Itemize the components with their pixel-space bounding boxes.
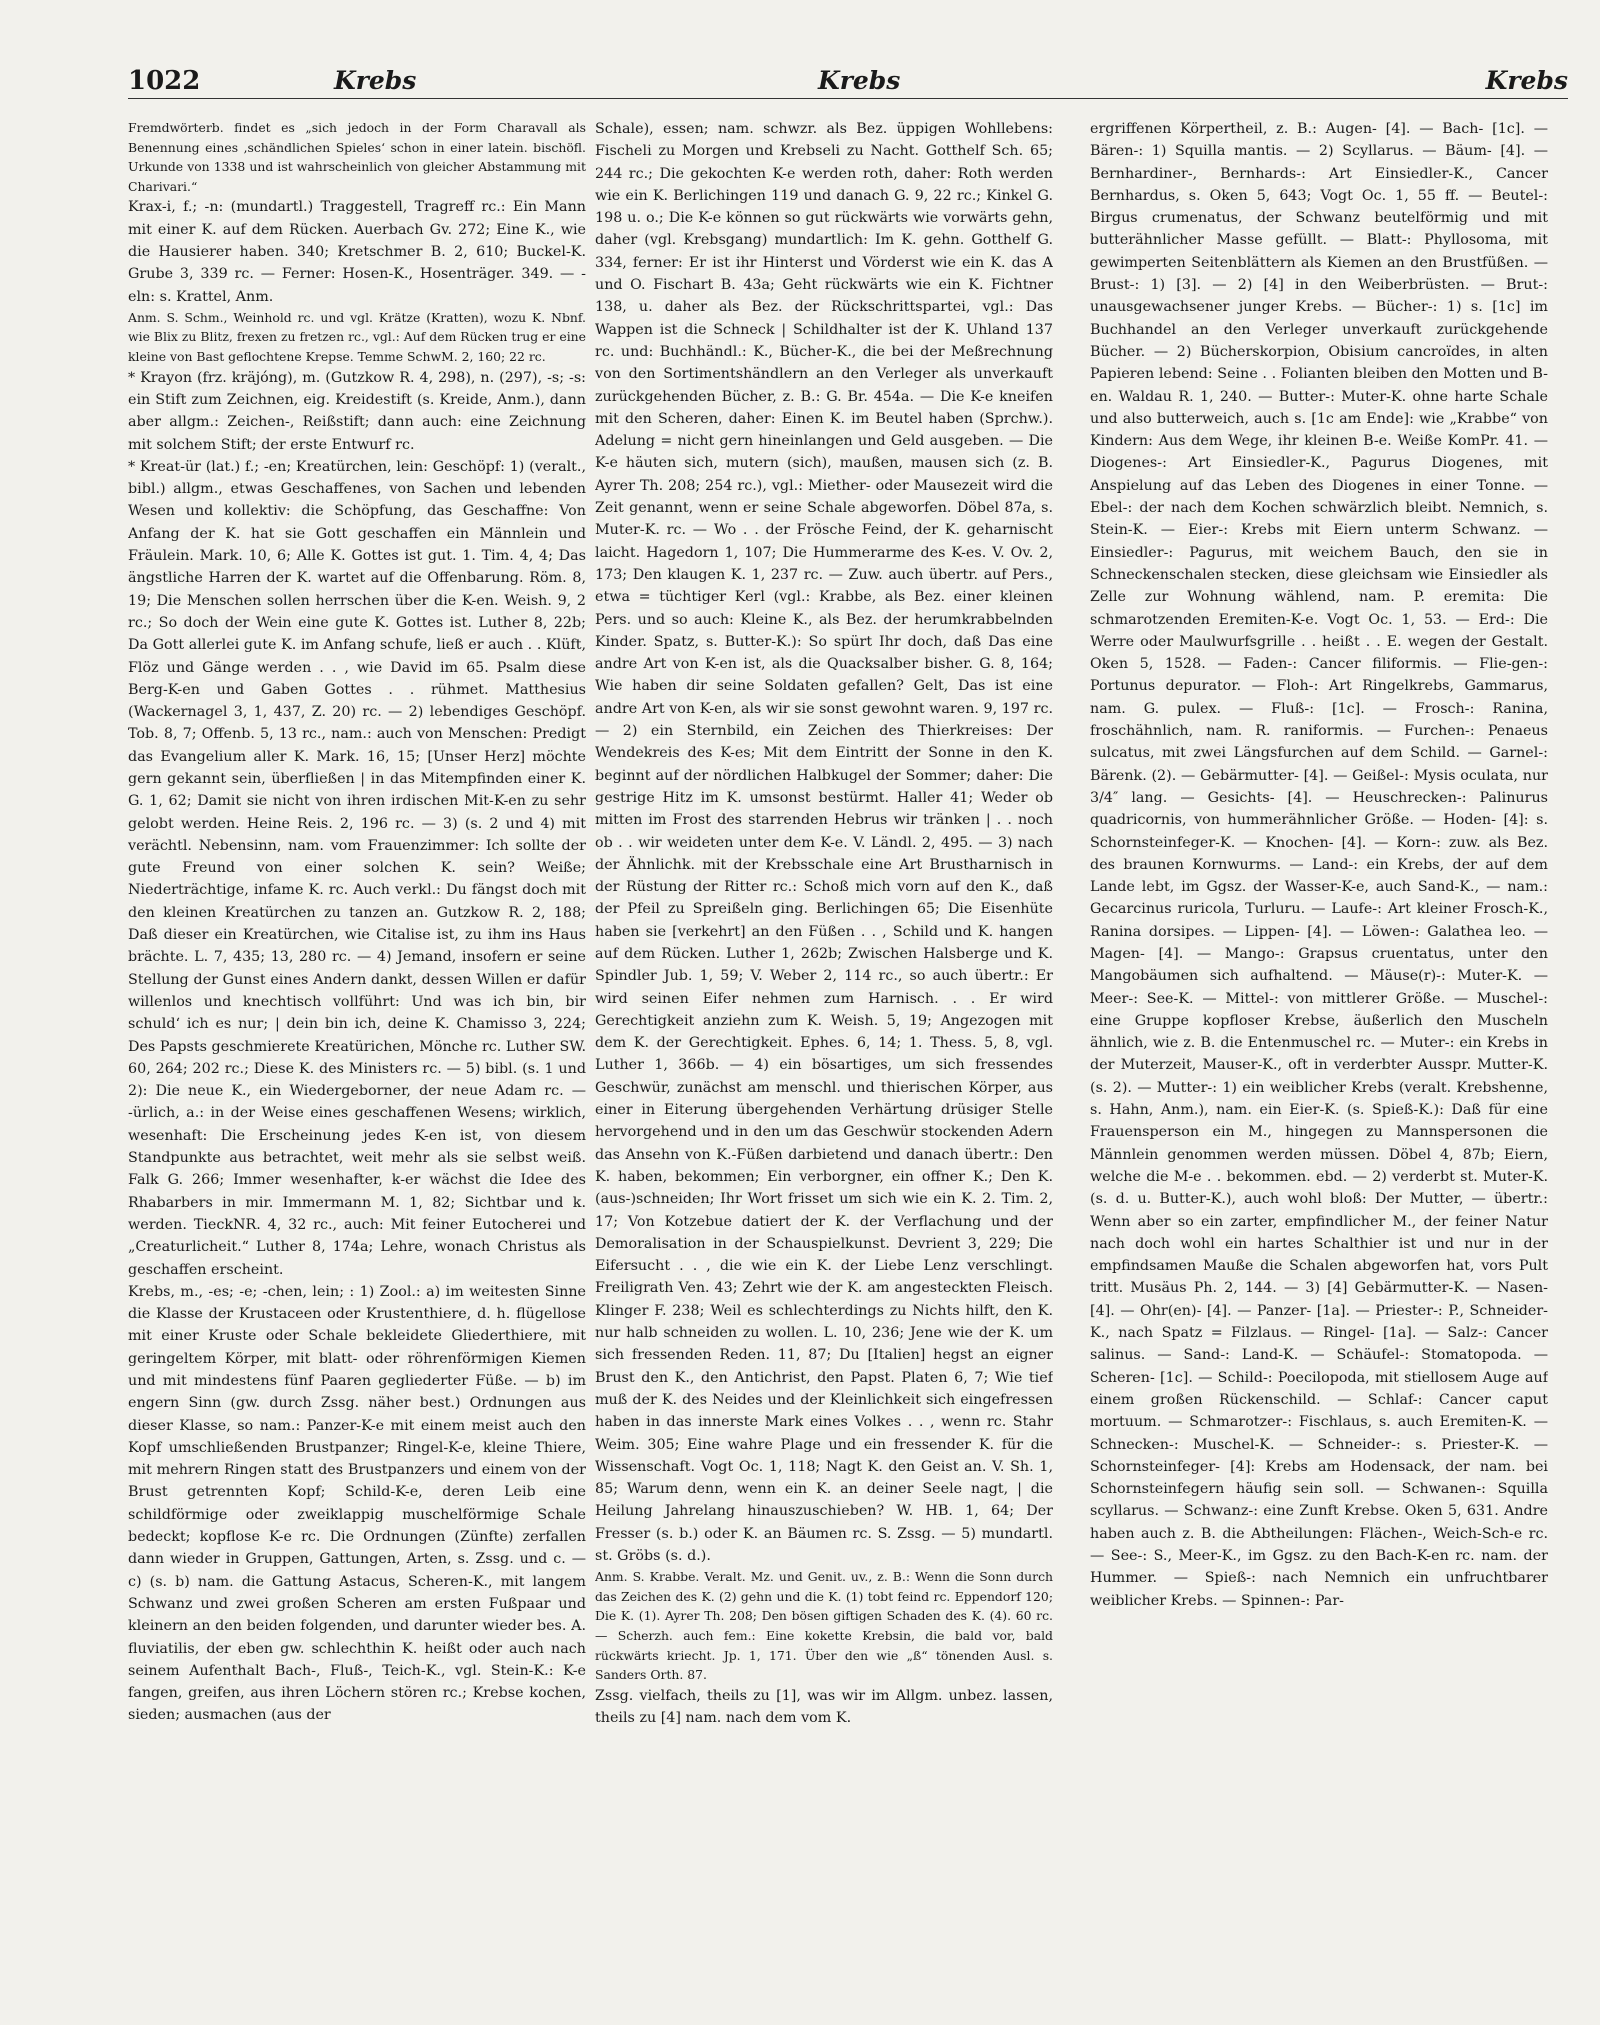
- running-header: [128, 62, 1568, 99]
- page-number: 1022: [128, 66, 201, 96]
- entry-paragraph: Anm. S. Schm., Weinhold rc. und vgl. Krätze (Kratten), wozu K. Nbnf. wie Blix zu Blitz, frexen zu fretzen rc., vgl.: Auf dem Rücken trug er eine kleine von Bast geflochtene Krepse. Temme SchwM. 2, 160; 22 rc.: [128, 309, 586, 365]
- entry-paragraph: ergriffenen Körpertheil, z. B.: Augen- [4]. — Bach- [1c]. — Bären-: 1) Squilla mantis. — 2) Scyllarus. — Bäum- [4]. — Bernhardiner-, Bernhards-: Art Einsiedler-K., Cancer Bernhardus, s. Oken 5, 643; Vogt Oc. 1, 55 ff. — Beutel-: Birgus crumenatus, der Schwanz beutelförmig und mit butterähnlicher Masse gefüllt. — Blatt-: Phyllosoma, mit gewimperten Seitenblättern als Kiemen an den Brustfüßen. — Brust-: 1) [3]. — 2) [4] in den Weiberbrüsten. — Brut-: unausgewachsener junger Krebs. — Bücher-: 1) s. [1c] im Buchhandel an den Verleger unverkauft zurückgehende Bücher. — 2) Bücherskorpion, Obisium cancroïdes, in alten Papieren lebend: Seine . . Folianten bleiben den Motten und B-en. Waldau R. 1, 240. — Butter-: Muter-K. ohne harte Schale und also butterweich, auch s. [1c am Ende]: wie „Krabbe“ von Kindern: Aus dem Wege, ihr kleinen B-e. Weiße KomPr. 41. — Diogenes-: Art Einsiedler-K., Pagurus Diogenes, mit Anspielung auf das Leben des Diogenes in einer Tonne. — Ebel-: der nach dem Kochen schwärzlich bleibt. Nemnich, s. Stein-K. — Eier-: Krebs mit Eiern unterm Schwanz. — Einsiedler-: Pagurus, mit weichem Bauch, den sie in Schneckenschalen stecken, diese gleichsam wie Einsiedler als Zelle zur Wohnung wählend, nam. P. eremita: Die schmarotzenden Eremiten-K-e. Vogt Oc. 1, 53. — Erd-: Die Werre oder Maulwurfsgrille . . heißt . . E. wegen der Gestalt. Oken 5, 1528. — Faden-: Cancer filiformis. — Flie-gen-: Portunus depurator. — Floh-: Art Ringelkrebs, Gammarus, nam. G. pulex. — Fluß-: [1c]. — Frosch-: Ranina, froschähnlich, nam. R. raniformis. — Furchen-: Penaeus sulcatus, mit zwei Längsfurchen auf dem Schild. — Garnel-: Bärenk. (2). — Gebärmutter- [4]. — Geißel-: Mysis oculata, nur 3/4″ lang. — Gesichts- [4]. — Heuschrecken-: Palinurus quadricornis, von hummerähnlicher Größe. — Hoden- [4]: s. Schornsteinfeger-K. — Knochen- [4]. — Korn-: zuw. als Bez. des braunen Kornwurms. — Land-: ein Krebs, der auf dem Lande lebt, im Ggsz. der Wasser-K-e, auch Sand-K., — nam.: Gecarcinus ruricola, Turluru. — Laufe-: Art kleiner Frosch-K., Ranina dorsipes. — Lippen- [4]. — Löwen-: Galathea leo. — Magen- [4]. — Mango-: Grapsus cruentatus, unter den Mangobäumen sich aufhaltend. — Mäuse(r)-: Muter-K. — Meer-: See-K. — Mittel-: von mittlerer Größe. — Muschel-: eine Gruppe kopfloser Krebse, äußerlich den Muscheln ähnlich, wie z. B. die Entenmuschel rc. — Muter-: ein Krebs in der Muterzeit, Mauser-K., oft in verderbter Ausspr. Mutter-K. (s. 2). — Mutter-: 1) ein weiblicher Krebs (veralt. Krebshenne, s. Hahn, Anm.), nam. ein Eier-K. (s. Spieß-K.): Daß für eine Frauensperson ein M., hingegen zu Mannspersonen die Männlein genommen werden müssen. Döbel 4, 87b; Eiern, welche die M-e . . bekommen. ebd. — 2) verderbt st. Muter-K. (s. d. u. Butter-K.), auch wohl bloß: Der Mutter, — übertr.: Wenn aber so ein zarter, empfindlicher M., der feiner Natur nach doch wohl ein hartes Schalthier ist und nur in der empfindsamen Mauße die Schalen abgeworfen hat, vors Pult tritt. Musäus Ph. 2, 144. — 3) [4] Gebärmutter-K. — Nasen- [4]. — Ohr(en)- [4]. — Panzer- [1a]. — Priester-: P., Schneider-K., nach Spatz = Filzlaus. — Ringel- [1a]. — Salz-: Cancer salinus. — Sand-: Land-K. — Schäufel-: Stomatopoda. — Scheren- [1c]. — Schild-: Poecilopoda, mit stiellosem Auge auf einem großen Rückenschild. — Schlaf-: Cancer caput mortuum. — Schmarotzer-: Fischlaus, s. auch Eremiten-K. — Schnecken-: Muschel-K. — Schneider-: s. Priester-K. — Schornsteinfeger- [4]: Krebs am Hodensack, der nam. bei Schornsteinfegern häufig sein soll. — Schwanen-: Squilla scyllarus. — Schwanz-: eine Zunft Krebse. Oken 5, 631. Andre haben auch z. B. die Abtheilungen: Flächen-, Weich-Sch-e rc. — See-: S., Meer-K., im Ggsz. zu den Bach-K-en rc. nam. der Hummer. — Spieß-: nach Nemnich ein unfruchtbarer weiblicher Krebs. — Spinnen-: Par-: [1090, 121, 1548, 1609]
- entry-paragraph: * Krayon (frz. kräjóng), m. (Gutzkow R. 4, 298), n. (297), -s; -s: ein Stift zum Zeichnen, eig. Kreidestift (s. Kreide, Anm.), dann aber allgm.: Zeichen-, Reißstift; dann auch: eine Zeichnung mit solchem Stift; der erste Entwurf rc.: [128, 369, 586, 453]
- entry-paragraph: Fremdwörterb. findet es „sich jedoch in der Form Charavall als Benennung eines ‚schändlichen Spieles‘ schon in einer latein. bischöfl. Urkunde von 1338 und ist wahrscheinlich von gleicher Abstammung mit Charivari.“: [128, 120, 586, 194]
- column-1: [128, 118, 586, 1998]
- entry-paragraph: * Kreat-ür (lat.) f.; -en; Kreatürchen, lein: Geschöpf: 1) (veralt., bibl.) allgm., etwas Geschaffenes, von Sachen und lebenden Wesen und kollektiv: die Schöpfung, das Geschaffne: Von Anfang der K. hat sie Gott geschaffen ein Männlein und Fräulein. Mark. 10, 6; Alle K. Gottes ist gut. 1. Tim. 4, 4; Das ängstliche Harren der K. wartet auf die Offenbarung. Röm. 8, 19; Die Menschen sollen herrschen über die K-en. Weish. 9, 2 rc.; So doch der Wein eine gute K. Gottes ist. Luther 8, 22b; Da Gott allerlei gute K. im Anfang schufe, ließ er auch . . Klüft, Flöz und Gänge werden . . , wie David im 65. Psalm diese Berg-K-en und Gaben Gottes . . rühmet. Matthesius (Wackernagel 3, 1, 437, Z. 20) rc. — 2) lebendiges Geschöpf. Tob. 8, 7; Offenb. 5, 13 rc., nam.: auch von Menschen: Predigt das Evangelium aller K. Mark. 16, 15; [Unser Herz] möchte gern gekannt sein, überfließen | in das Mitempfinden einer K. G. 1, 62; Damit sie nicht von ihren irdischen Mit-K-en zu sehr gelobt werden. Heine Reis. 2, 196 rc. — 3) (s. 2 und 4) mit verächtl. Nebensinn, nam. vom Frauenzimmer: Ich sollte der gute Freund von einer solchen K. sein? Weiße; Niederträchtige, infame K. rc. Auch verkl.: Du fängst doch mit den kleinen Kreatürchen zu tanzen an. Gutzkow R. 2, 188; Daß dieser ein Kreatürchen, wie Citalise ist, zu ihm ins Haus brächte. L. 7, 435; 13, 280 rc. — 4) Jemand, insofern er seine Stellung der Gunst eines Andern dankt, dessen Willen er dafür willenlos und knechtisch vollführt: Und was ich bin, bir schuld‘ ich es nur; | dein bin ich, deine K. Chamisso 3, 224; Des Papsts geschmierete Kreatürichen, Mönche rc. Luther SW. 60, 264; 202 rc.; Diese K. des Ministers rc. — 5) bibl. (s. 1 und 2): Die neue K., ein Wiedergeborner, der neue Adam rc. — -ürlich, a.: in der Weise eines geschaffenen Wesens; wirklich, wesenhaft: Die Erscheinung jedes K-en ist, von diesem Standpunkte aus betrachtet, weit mehr als sie selbst weiß. Falk G. 266; Immer wesenhafter, k-er wächst die Idee des Rhabarbers in mir. Immermann M. 1, 82; Sichtbar und k. werden. TieckNR. 4, 32 rc., auch: Mit feiner Eutocherei und „Creaturlicheit.“ Luther 8, 174a; Lehre, wonach Christus als geschaffen erscheint.: [128, 458, 586, 1278]
- running-head-right: Krebs: [1485, 66, 1568, 95]
- column-2: [595, 118, 1053, 1998]
- entry-paragraph: Anm. S. Krabbe. Veralt. Mz. und Genit. uv., z. B.: Wenn die Sonn durch das Zeichen des K. (2) gehn und die K. (1) tobt feind rc. Eppendorf 120; Die K. (1). Ayrer Th. 208; Den bösen giftigen Schaden des K. (4). 60 rc. — Scherzh. auch fem.: Eine kokette Krebsin, die bald vor, bald rückwärts kriecht. Jp. 1, 171. Über den wie „ß“ tönenden Ausl. s. Sanders Orth. 87.: [595, 1569, 1053, 1683]
- entry-paragraph: Schale), essen; nam. schwzr. als Bez. üppigen Wohllebens: Fischeli zu Morgen und Krebseli zu Nacht. Gotthelf Sch. 65; 244 rc.; Die gekochten K-e werden roth, daher: Roth werden wie ein K. Berlichingen 119 und danach G. 9, 22 rc.; Kinkel G. 198 u. o.; Die K-e können so gut rückwärts wie vorwärts gehn, daher (vgl. Krebsgang) mundartlich: Im K. gehn. Gotthelf G. 334, ferner: Er ist ihr Hinterst und Vörderst wie ein K. das A und O. Fischart B. 43a; Geht rückwärts wie ein K. Fichtner 138, u. daher als Bez. der Rückschrittspartei, vgl.: Das Wappen ist die Schneck | Schildhalter ist der K. Uhland 137 rc. und: Buchhändl.: K., Bücher-K., die bei der Meßrechnung von den Sortimentshändlern an den Verleger als unverkauft zurückgehenden Bücher, z. B.: G. Br. 454a. — Die K-e kneifen mit den Scheren, daher: Einen K. im Beutel haben (Sprchw.). Adelung = nicht gern hineinlangen und Geld ausgeben. — Die K-e häuten sich, mutern (sich), maußen, mausen sich (z. B. Ayrer Th. 208; 254 rc.), vgl.: Miether- oder Mausezeit wird die Zeit genannt, wenn er seine Schale abgeworfen. Döbel 87a, s. Muter-K. rc. — Wo . . der Frösche Feind, der K. geharnischt laicht. Hagedorn 1, 107; Die Hummerarme des K-es. V. Ov. 2, 173; Den klaugen K. 1, 237 rc. — Zuw. auch übertr. auf Pers., etwa = tüchtiger Kerl (vgl.: Krabbe, als Bez. einer kleinen Pers. und so auch: Kleine K., als Bez. der herumkrabbelnden Kinder. Spatz, s. Butter-K.): So spürt Ihr doch, daß Das eine andre Art von K-en ist, als die Quacksalber bisher. G. 8, 164; Wie haben dir seine Soldaten gefallen? Gelt, Das ist eine andre Art von K-en, als wir sie sonst gewohnt waren. 9, 197 rc. — 2) ein Sternbild, ein Zeichen des Thierkreises: Der Wendekreis des K-es; Mit dem Eintritt der Sonne in den K. beginnt auf der nördlichen Halbkugel der Sommer; daher: Die gestrige Hitz im K. umsonst bestürmt. Haller 41; Weder ob mitten im Frost des starrenden Hebrus wir tränken | . . noch ob . . wir weideten unter dem K-e. V. Ländl. 2, 495. — 3) nach der Ähnlichk. mit der Krebsschale eine Art Brustharnisch in der Rüstung der Ritter rc.: Schoß mich vorn auf den K., daß der Pfeil zu Spreißeln ging. Berlichingen 65; Die Eisenhüte haben sie [verkehrt] an den Füßen . . , Schild und K. hangen auf dem Rücken. Luther 1, 262b; Zwischen Halsberge und K. Spindler Jub. 1, 59; V. Weber 2, 114 rc., so auch übertr.: Er wird seinen Eifer nehmen zum Harnisch. . . Er wird Gerechtigkeit anziehn zum K. Weish. 5, 19; Angezogen mit dem K. der Gerechtigkeit. Ephes. 6, 14; 1. Thess. 5, 8, vgl. Luther 1, 366b. — 4) ein bösartiges, um sich fressendes Geschwür, zunächst am menschl. und thierischen Körper, aus einer in Eiterung übergehenden Verhärtung drüsiger Stelle hervorgehend und in den um das Geschwür stockenden Adern das Ansehn von K.-Füßen darbietend und danach übertr.: Den K. haben, bekommen; Ein verborgner, ein offner K.; Den K. (aus-)schneiden; Ihr Wort frisset um sich wie ein K. 2. Tim. 2, 17; Von Kotzebue datiert der K. der Verflachung und der Demoralisation in der Schauspielkunst. Devrient 3, 229; Die Eifersucht . . , die wie ein K. der Liebe Lenz verschlingt. Freiligrath Ven. 43; Zehrt wie der K. am angesteckten Fleisch. Klinger F. 238; Weil es schlechterdings zu Nichts hilft, den K. nur halb schneiden zu wollen. L. 10, 236; Jene wie der K. um sich fressenden Reden. 11, 87; Du [Italien] hegst an eigner Brust den K., den Antichrist, den Papst. Platen 6, 7; Wie tief muß der K. des Neides und der Kleinlichkeit sich eingefressen haben in das innerste Mark eines Volkes . . , wenn rc. Stahr Weim. 305; Eine wahre Plage und ein fressender K. für die Wissenschaft. Vogt Oc. 1, 118; Nagt K. den Geist an. V. Sh. 1, 85; Warum denn, wenn ein K. an deiner Seele nagt, | die Heilung Jahrelang hinauszuschieben? W. HB. 1, 64; Der Fresser (s. b.) oder K. an Bäumen rc. S. Zssg. — 5) mundartl. st. Gröbs (s. d.).: [595, 121, 1053, 1564]
- entry-paragraph: Krebs, m., -es; -e; -chen, lein; : 1) Zool.: a) im weitesten Sinne die Klasse der Krustaceen oder Krustenthiere, d. h. flügellose mit einer Kruste oder Schale bekleidete Gliederthiere, mit geringeltem Körper, mit blatt- oder röhrenförmigen Kiemen und mit mindestens fünf Paaren gegliederter Füße. — b) im engern Sinn (gw. durch Zssg. näher best.) Ordnungen aus dieser Klasse, so nam.: Panzer-K-e mit einem meist auch den Kopf umschließenden Brustpanzer; Ringel-K-e, kleine Thiere, mit mehrern Ringen statt des Brustpanzers und einem von der Brust getrennten Kopf; Schild-K-e, deren Leib eine schildförmige oder zweiklappig muschelförmige Schale bedeckt; kopflose K-e rc. Die Ordnungen (Zünfte) zerfallen dann wieder in Gruppen, Gattungen, Arten, s. Zssg. und c. — c) (s. b) nam. die Gattung Astacus, Scheren-K., mit langem Schwanz und zwei großen Scheren am ersten Fußpaar und kleinern an den beiden folgenden, und darunter wieder bes. A. fluviatilis, der eben gw. schlechthin K. heißt oder auch nach seinem Aufenthalt Bach-, Fluß-, Teich-K., vgl. Stein-K.: K-e fangen, greifen, aus ihren Löchern stören rc.; Krebse kochen, sieden; ausmachen (aus der: [128, 1283, 586, 1724]
- column-3: [1090, 118, 1548, 1998]
- entry-paragraph: Zssg. vielfach, theils zu [1], was wir im Allgm. unbez. lassen, theils zu [4] nam. nach dem vom K.: [595, 1687, 1053, 1727]
- running-head-center: Krebs: [818, 66, 901, 95]
- entry-paragraph: Krax-i, f.; -n: (mundartl.) Traggestell, Tragreff rc.: Ein Mann mit einer K. auf dem Rücken. Auerbach Gv. 272; Eine K., wie die Hausierer haben. 340; Kretschmer B. 2, 610; Buckel-K. Grube 3, 339 rc. — Ferner: Hosen-K., Hosenträger. 349. — -eln: s. Krattel, Anm.: [128, 199, 586, 305]
- running-head-left: Krebs: [334, 66, 417, 95]
